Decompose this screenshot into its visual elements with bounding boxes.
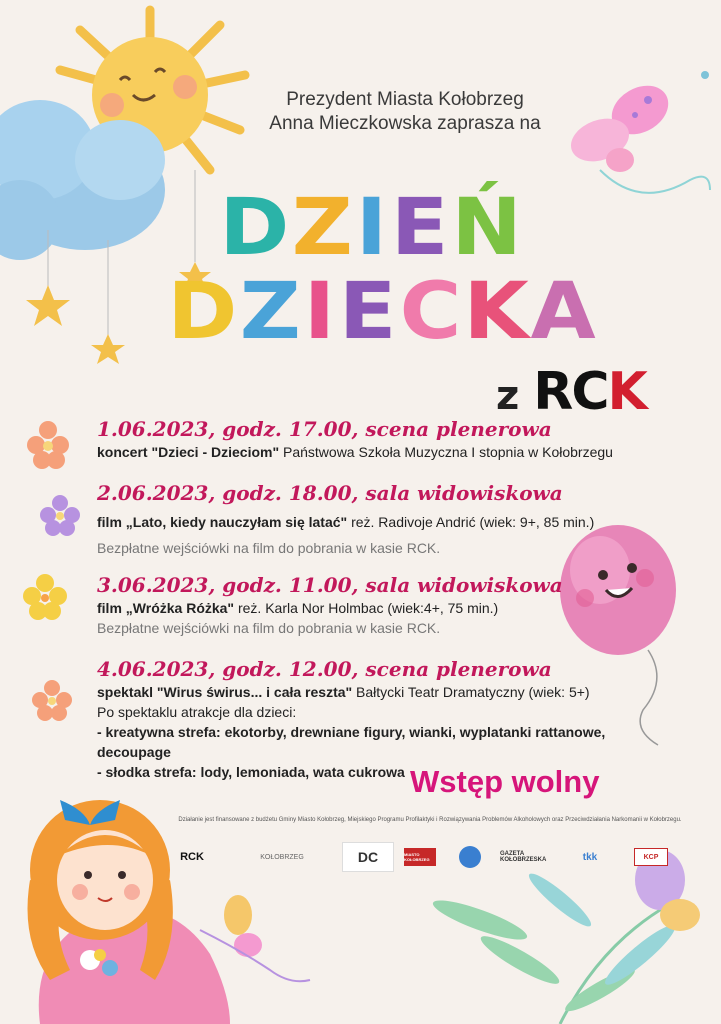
girl-illustration-icon [28,800,231,1024]
sponsor-logos [172,842,682,876]
event-2-heading: 2.06.2023, godz. 18.00, sala widowiskowa [97,481,563,505]
event-3-line-1-text: reż. Karla Nor Holmbac (wiek:4+, 75 min.) [234,600,499,616]
title-row-1 [219,183,523,273]
rck-logo-accent: K [607,362,646,422]
sponsor-logo-round [459,846,481,868]
row2-letter: Z [239,267,302,357]
rck-logo [533,362,646,422]
event-3 [97,572,677,638]
event-3-note: Bezpłatne wejściówki na film do pobrania w kasie RCK. [97,620,441,636]
sponsor-logo-gazeta: GAZETA KOŁOBRZESKA [500,851,547,863]
organizer-brand [496,362,646,422]
sponsor-logo-tkk: tkk [582,851,598,863]
row1-letter: I [356,183,389,273]
event-3-line-1-bold: film „Wróżka Różka" [97,600,235,616]
butterfly-icon [565,71,710,193]
event-2 [97,480,677,558]
funding-note: Działanie jest finansowane z budżetu Gminy Miasto Kołobrzeg, Miejskiego Programu Profilaktyki i Rozwiązywania Problemów Alkoholowych oraz Przeciwdziałania Narkomanii w Kołobrzegu. [178,817,682,823]
event-4-line-4: - słodka strefa: lody, lemoniada, wata cukrowa [97,764,405,780]
flower-bullet-1-icon [27,421,69,469]
title-row-2 [167,267,598,357]
leaves-icon [430,850,700,1024]
event-1 [97,416,677,462]
row1-letter: Ń [450,183,523,273]
event-2-line-1 [97,512,677,532]
event-1-line-1-bold: koncert "Dzieci - Dzieciom" [97,444,280,460]
row2-letter: C [399,267,463,357]
sponsor-logo-dc: DC [342,842,394,872]
event-1-heading: 1.06.2023, godz. 17.00, scena plenerowa [97,417,552,441]
row2-letter: D [167,267,239,357]
event-2-note: Bezpłatne wejściówki na film do pobrania w kasie RCK. [97,540,441,556]
row1-letter: Z [291,183,354,273]
brand-z: z [496,373,520,419]
event-3-heading: 3.06.2023, godz. 11.00, sala widowiskowa [97,573,563,597]
event-2-line-1-text: reż. Radivoje Andrić (wiek: 9+, 85 min.) [347,514,595,530]
sponsor-logo-kolobrzeg: KOŁOBRZEG [260,853,304,861]
event-4-line-3: - kreatywna strefa: ekotorby, drewniane figury, wianki, wyplatanki rattanowe, decoupage [97,724,606,760]
event-4-line-2: Po spektaklu atrakcje dla dzieci: [97,704,297,720]
invite-line-1: Prezydent Miasta Kołobrzeg [286,89,524,110]
rck-logo-main: RC [533,362,608,422]
event-1-line-1 [97,442,677,462]
invite-line-2: Anna Mieczkowska zaprasza na [269,113,541,134]
row1-letter: E [391,183,450,273]
flower-bullet-4-icon [32,680,72,721]
row2-letter: E [339,267,398,357]
event-1-line-1-text: Państwowa Szkoła Muzyczna I stopnia w Kołobrzegu [279,444,613,460]
row1-letter: D [219,183,291,273]
sponsor-logo-miasto: MIASTO KOŁOBRZEG [404,848,436,866]
free-entry-label: Wstęp wolny [410,764,600,799]
event-4-heading: 4.06.2023, godz. 12.00, scena plenerowa [97,657,552,681]
sponsor-logo-kcp: KCP [634,848,668,866]
invitation-text [240,88,570,136]
sponsor-logo-rck: RCK [180,851,204,863]
flower-bullet-2-icon [40,495,80,536]
event-4-line-1-bold: spektakl "Wirus świrus... i cała reszta" [97,684,353,700]
event-4-line-1-text: Bałtycki Teatr Dramatyczny (wiek: 5+) [352,684,590,700]
event-4-line-1 [97,682,677,702]
row2-letter: K [463,267,530,357]
row2-letter: I [304,267,337,357]
row2-letter: A [530,267,598,357]
event-2-line-1-bold: film „Lato, kiedy nauczyłam się latać" [97,514,348,530]
event-3-line-1 [97,598,677,618]
flower-bullet-3-icon [23,574,67,620]
